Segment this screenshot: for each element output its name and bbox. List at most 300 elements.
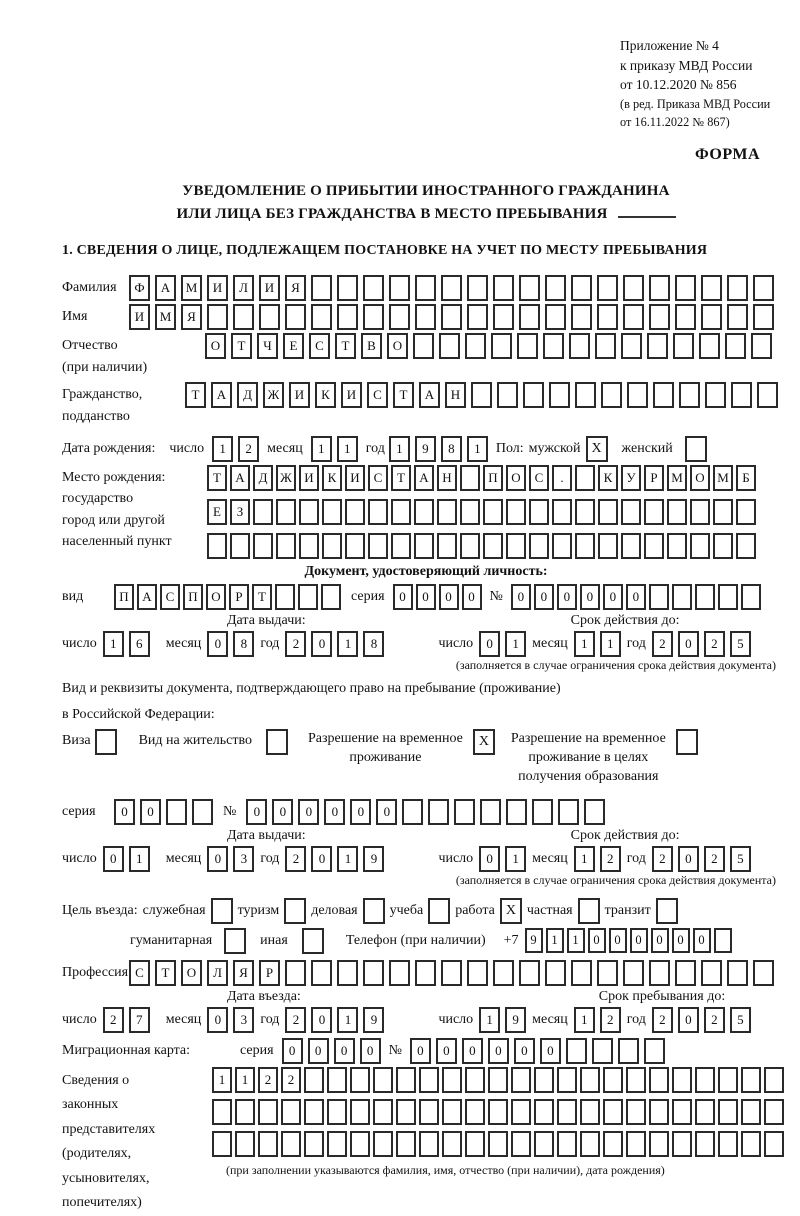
char-cell[interactable]: А (137, 584, 157, 610)
char-cell[interactable]: 1 (600, 631, 621, 657)
char-cell[interactable] (311, 275, 332, 301)
char-cell[interactable]: 6 (129, 631, 150, 657)
char-cell[interactable]: 2 (652, 1007, 673, 1033)
char-cell[interactable]: Т (207, 465, 227, 491)
purpose-private-checkbox[interactable] (578, 898, 600, 924)
char-cell[interactable] (672, 1131, 692, 1157)
char-cell[interactable] (649, 1131, 669, 1157)
char-cell[interactable] (414, 499, 434, 525)
char-cell[interactable] (454, 799, 475, 825)
char-cell[interactable]: 0 (511, 584, 531, 610)
char-cell[interactable] (571, 275, 592, 301)
char-cell[interactable]: И (345, 465, 365, 491)
char-cell[interactable]: 8 (233, 631, 254, 657)
char-cell[interactable] (345, 499, 365, 525)
char-cell[interactable]: 1 (574, 1007, 595, 1033)
char-cell[interactable]: 1 (574, 846, 595, 872)
surname-cells[interactable] (129, 275, 774, 301)
char-cell[interactable] (497, 382, 518, 408)
char-cell[interactable]: 0 (488, 1038, 509, 1064)
char-cell[interactable] (322, 533, 342, 559)
char-cell[interactable]: 0 (678, 1007, 699, 1033)
char-cell[interactable]: 0 (540, 1038, 561, 1064)
char-cell[interactable]: 1 (129, 846, 150, 872)
char-cell[interactable]: 9 (415, 436, 436, 462)
char-cell[interactable] (299, 499, 319, 525)
char-cell[interactable]: О (206, 584, 226, 610)
char-cell[interactable]: 5 (730, 846, 751, 872)
char-cell[interactable] (419, 1067, 439, 1093)
residence-issue-year-cells[interactable] (285, 846, 384, 872)
char-cell[interactable]: Ж (263, 382, 284, 408)
char-cell[interactable] (690, 533, 710, 559)
char-cell[interactable] (235, 1131, 255, 1157)
char-cell[interactable] (673, 333, 694, 359)
char-cell[interactable]: 2 (704, 846, 725, 872)
residence-permit-checkbox[interactable] (266, 729, 288, 755)
char-cell[interactable] (595, 333, 616, 359)
char-cell[interactable] (649, 275, 670, 301)
char-cell[interactable] (207, 304, 228, 330)
char-cell[interactable]: 1 (505, 631, 526, 657)
migration-card-number-cells[interactable] (410, 1038, 665, 1064)
visa-checkbox[interactable] (95, 729, 117, 755)
doc-number-cells[interactable] (511, 584, 761, 610)
char-cell[interactable]: 0 (462, 584, 482, 610)
char-cell[interactable]: 1 (574, 631, 595, 657)
residence-number-cells[interactable] (246, 799, 605, 825)
char-cell[interactable]: 0 (246, 799, 267, 825)
char-cell[interactable]: 0 (479, 631, 500, 657)
char-cell[interactable] (753, 275, 774, 301)
char-cell[interactable]: Е (283, 333, 304, 359)
char-cell[interactable] (389, 960, 410, 986)
char-cell[interactable] (442, 1099, 462, 1125)
char-cell[interactable] (460, 465, 480, 491)
char-cell[interactable]: 2 (285, 1007, 306, 1033)
char-cell[interactable] (311, 304, 332, 330)
char-cell[interactable] (337, 960, 358, 986)
char-cell[interactable]: 0 (207, 846, 228, 872)
char-cell[interactable]: 1 (337, 631, 358, 657)
char-cell[interactable]: С (309, 333, 330, 359)
char-cell[interactable]: Р (259, 960, 280, 986)
char-cell[interactable] (653, 382, 674, 408)
char-cell[interactable]: С (367, 382, 388, 408)
char-cell[interactable]: О (387, 333, 408, 359)
char-cell[interactable]: О (181, 960, 202, 986)
char-cell[interactable] (207, 533, 227, 559)
char-cell[interactable] (373, 1099, 393, 1125)
doc-issue-month-cells[interactable] (207, 631, 254, 657)
char-cell[interactable]: З (230, 499, 250, 525)
char-cell[interactable]: 9 (363, 846, 384, 872)
char-cell[interactable]: 0 (462, 1038, 483, 1064)
char-cell[interactable]: С (129, 960, 150, 986)
char-cell[interactable] (415, 275, 436, 301)
char-cell[interactable] (718, 584, 738, 610)
char-cell[interactable] (549, 382, 570, 408)
char-cell[interactable] (741, 1099, 761, 1125)
char-cell[interactable]: И (341, 382, 362, 408)
name-cells[interactable] (129, 304, 774, 330)
char-cell[interactable]: 0 (360, 1038, 381, 1064)
char-cell[interactable] (621, 533, 641, 559)
doc-valid-year-cells[interactable] (652, 631, 751, 657)
char-cell[interactable] (529, 499, 549, 525)
char-cell[interactable] (258, 1099, 278, 1125)
char-cell[interactable]: 8 (441, 436, 462, 462)
char-cell[interactable] (437, 499, 457, 525)
citizenship-cells[interactable] (185, 382, 778, 408)
char-cell[interactable] (543, 333, 564, 359)
char-cell[interactable]: У (621, 465, 641, 491)
char-cell[interactable] (363, 304, 384, 330)
char-cell[interactable] (212, 1131, 232, 1157)
residence-issue-month-cells[interactable] (207, 846, 254, 872)
purpose-tourism-checkbox[interactable] (284, 898, 306, 924)
char-cell[interactable] (465, 1099, 485, 1125)
doc-issue-day-cells[interactable] (103, 631, 150, 657)
char-cell[interactable] (506, 499, 526, 525)
char-cell[interactable]: 0 (103, 846, 124, 872)
char-cell[interactable] (389, 304, 410, 330)
doc-issue-year-cells[interactable] (285, 631, 384, 657)
entry-day-cells[interactable] (103, 1007, 150, 1033)
char-cell[interactable] (695, 1099, 715, 1125)
reps-cells-row1[interactable] (212, 1067, 784, 1093)
birth-day-cells[interactable] (212, 436, 259, 462)
char-cell[interactable] (718, 1131, 738, 1157)
char-cell[interactable] (701, 275, 722, 301)
char-cell[interactable] (695, 1067, 715, 1093)
char-cell[interactable]: Р (229, 584, 249, 610)
char-cell[interactable] (299, 533, 319, 559)
residence-valid-day-cells[interactable] (479, 846, 526, 872)
char-cell[interactable] (483, 533, 503, 559)
char-cell[interactable]: Т (393, 382, 414, 408)
char-cell[interactable] (597, 275, 618, 301)
char-cell[interactable]: 0 (678, 631, 699, 657)
char-cell[interactable]: Т (231, 333, 252, 359)
char-cell[interactable] (281, 1099, 301, 1125)
char-cell[interactable]: 9 (525, 928, 543, 953)
char-cell[interactable] (753, 960, 774, 986)
char-cell[interactable]: Я (181, 304, 202, 330)
char-cell[interactable]: Д (237, 382, 258, 408)
char-cell[interactable]: А (230, 465, 250, 491)
char-cell[interactable] (467, 275, 488, 301)
char-cell[interactable]: Е (207, 499, 227, 525)
char-cell[interactable] (571, 304, 592, 330)
char-cell[interactable] (396, 1099, 416, 1125)
char-cell[interactable] (597, 304, 618, 330)
residence-issue-day-cells[interactable] (103, 846, 150, 872)
char-cell[interactable]: 0 (308, 1038, 329, 1064)
char-cell[interactable] (621, 499, 641, 525)
char-cell[interactable] (675, 275, 696, 301)
char-cell[interactable] (731, 382, 752, 408)
stay-month-cells[interactable] (574, 1007, 621, 1033)
char-cell[interactable]: 0 (393, 584, 413, 610)
char-cell[interactable]: Р (644, 465, 664, 491)
char-cell[interactable] (467, 304, 488, 330)
char-cell[interactable]: 2 (652, 846, 673, 872)
char-cell[interactable] (276, 499, 296, 525)
purpose-official-checkbox[interactable] (211, 898, 233, 924)
char-cell[interactable]: А (155, 275, 176, 301)
char-cell[interactable] (552, 533, 572, 559)
char-cell[interactable] (534, 1067, 554, 1093)
char-cell[interactable] (465, 1067, 485, 1093)
char-cell[interactable] (557, 1099, 577, 1125)
char-cell[interactable] (337, 275, 358, 301)
char-cell[interactable]: М (155, 304, 176, 330)
char-cell[interactable]: 0 (588, 928, 606, 953)
char-cell[interactable]: 8 (363, 631, 384, 657)
char-cell[interactable] (212, 1099, 232, 1125)
char-cell[interactable]: 0 (436, 1038, 457, 1064)
char-cell[interactable] (368, 499, 388, 525)
char-cell[interactable]: 3 (233, 1007, 254, 1033)
char-cell[interactable]: 2 (285, 846, 306, 872)
char-cell[interactable] (727, 304, 748, 330)
birth-month-cells[interactable] (311, 436, 358, 462)
char-cell[interactable]: 5 (730, 1007, 751, 1033)
char-cell[interactable] (741, 1067, 761, 1093)
char-cell[interactable]: Л (233, 275, 254, 301)
char-cell[interactable] (532, 799, 553, 825)
char-cell[interactable] (322, 499, 342, 525)
char-cell[interactable]: М (181, 275, 202, 301)
char-cell[interactable]: 1 (337, 846, 358, 872)
char-cell[interactable]: Ч (257, 333, 278, 359)
char-cell[interactable] (414, 533, 434, 559)
char-cell[interactable] (419, 1131, 439, 1157)
char-cell[interactable] (327, 1131, 347, 1157)
char-cell[interactable] (363, 275, 384, 301)
char-cell[interactable] (718, 1067, 738, 1093)
purpose-transit-checkbox[interactable] (656, 898, 678, 924)
char-cell[interactable] (575, 382, 596, 408)
char-cell[interactable]: 2 (103, 1007, 124, 1033)
char-cell[interactable] (649, 304, 670, 330)
char-cell[interactable] (603, 1067, 623, 1093)
char-cell[interactable]: О (690, 465, 710, 491)
char-cell[interactable]: М (667, 465, 687, 491)
reps-cells-row3[interactable] (212, 1131, 784, 1157)
char-cell[interactable] (311, 960, 332, 986)
char-cell[interactable] (488, 1067, 508, 1093)
char-cell[interactable]: 0 (350, 799, 371, 825)
char-cell[interactable] (415, 960, 436, 986)
char-cell[interactable]: 0 (557, 584, 577, 610)
char-cell[interactable] (649, 1099, 669, 1125)
char-cell[interactable]: Т (185, 382, 206, 408)
doc-valid-day-cells[interactable] (479, 631, 526, 657)
char-cell[interactable]: 0 (282, 1038, 303, 1064)
char-cell[interactable]: С (160, 584, 180, 610)
char-cell[interactable]: 0 (298, 799, 319, 825)
char-cell[interactable] (569, 333, 590, 359)
entry-month-cells[interactable] (207, 1007, 254, 1033)
char-cell[interactable]: 0 (678, 846, 699, 872)
char-cell[interactable] (597, 960, 618, 986)
char-cell[interactable]: 0 (534, 584, 554, 610)
doc-kind-cells[interactable] (114, 584, 341, 610)
char-cell[interactable] (480, 799, 501, 825)
char-cell[interactable]: 2 (704, 631, 725, 657)
char-cell[interactable] (413, 333, 434, 359)
char-cell[interactable]: 7 (129, 1007, 150, 1033)
char-cell[interactable]: М (713, 465, 733, 491)
char-cell[interactable]: Л (207, 960, 228, 986)
char-cell[interactable]: П (183, 584, 203, 610)
char-cell[interactable]: 3 (233, 846, 254, 872)
char-cell[interactable] (736, 533, 756, 559)
char-cell[interactable]: Н (437, 465, 457, 491)
char-cell[interactable]: В (361, 333, 382, 359)
char-cell[interactable] (363, 960, 384, 986)
char-cell[interactable] (519, 304, 540, 330)
char-cell[interactable] (753, 304, 774, 330)
char-cell[interactable] (442, 1131, 462, 1157)
char-cell[interactable] (644, 499, 664, 525)
char-cell[interactable]: 2 (281, 1067, 301, 1093)
char-cell[interactable]: . (552, 465, 572, 491)
char-cell[interactable]: 0 (626, 584, 646, 610)
char-cell[interactable] (493, 275, 514, 301)
char-cell[interactable] (235, 1099, 255, 1125)
migration-card-series-cells[interactable] (282, 1038, 381, 1064)
char-cell[interactable] (442, 1067, 462, 1093)
char-cell[interactable]: И (129, 304, 150, 330)
char-cell[interactable] (623, 275, 644, 301)
char-cell[interactable]: И (299, 465, 319, 491)
char-cell[interactable] (396, 1131, 416, 1157)
char-cell[interactable] (391, 533, 411, 559)
char-cell[interactable]: 0 (140, 799, 161, 825)
char-cell[interactable] (695, 584, 715, 610)
char-cell[interactable] (428, 799, 449, 825)
char-cell[interactable] (672, 1099, 692, 1125)
char-cell[interactable] (566, 1038, 587, 1064)
char-cell[interactable] (649, 960, 670, 986)
char-cell[interactable] (493, 960, 514, 986)
char-cell[interactable] (350, 1099, 370, 1125)
char-cell[interactable]: 9 (505, 1007, 526, 1033)
char-cell[interactable] (545, 960, 566, 986)
birth-place-cells-row3[interactable] (207, 533, 756, 559)
char-cell[interactable] (649, 1067, 669, 1093)
char-cell[interactable]: 2 (600, 846, 621, 872)
char-cell[interactable] (713, 533, 733, 559)
char-cell[interactable] (552, 499, 572, 525)
char-cell[interactable] (519, 275, 540, 301)
char-cell[interactable]: С (529, 465, 549, 491)
char-cell[interactable] (304, 1131, 324, 1157)
char-cell[interactable] (679, 382, 700, 408)
birth-place-cells-row1[interactable] (207, 465, 756, 491)
char-cell[interactable] (467, 960, 488, 986)
char-cell[interactable] (511, 1099, 531, 1125)
char-cell[interactable] (233, 304, 254, 330)
char-cell[interactable] (672, 1067, 692, 1093)
purpose-humanitarian-checkbox[interactable] (224, 928, 246, 954)
char-cell[interactable] (488, 1099, 508, 1125)
char-cell[interactable] (695, 1131, 715, 1157)
char-cell[interactable] (192, 799, 213, 825)
char-cell[interactable] (701, 304, 722, 330)
char-cell[interactable] (253, 533, 273, 559)
char-cell[interactable]: 1 (479, 1007, 500, 1033)
char-cell[interactable] (391, 499, 411, 525)
residence-valid-month-cells[interactable] (574, 846, 621, 872)
char-cell[interactable] (396, 1067, 416, 1093)
char-cell[interactable]: Ф (129, 275, 150, 301)
char-cell[interactable] (571, 960, 592, 986)
char-cell[interactable] (545, 304, 566, 330)
entry-year-cells[interactable] (285, 1007, 384, 1033)
char-cell[interactable] (675, 960, 696, 986)
char-cell[interactable] (741, 584, 761, 610)
char-cell[interactable]: 0 (207, 631, 228, 657)
char-cell[interactable]: И (259, 275, 280, 301)
char-cell[interactable] (764, 1099, 784, 1125)
char-cell[interactable] (667, 533, 687, 559)
sex-female-checkbox[interactable] (685, 436, 707, 462)
char-cell[interactable] (644, 1038, 665, 1064)
char-cell[interactable]: 0 (693, 928, 711, 953)
char-cell[interactable]: П (483, 465, 503, 491)
char-cell[interactable] (298, 584, 318, 610)
stay-year-cells[interactable] (652, 1007, 751, 1033)
char-cell[interactable] (699, 333, 720, 359)
char-cell[interactable] (460, 499, 480, 525)
char-cell[interactable]: 0 (324, 799, 345, 825)
char-cell[interactable] (304, 1067, 324, 1093)
char-cell[interactable] (675, 304, 696, 330)
char-cell[interactable]: 1 (311, 436, 332, 462)
char-cell[interactable]: А (414, 465, 434, 491)
char-cell[interactable]: 0 (479, 846, 500, 872)
sex-male-checkbox[interactable]: X (586, 436, 608, 462)
reps-cells-row2[interactable] (212, 1099, 784, 1125)
char-cell[interactable]: К (315, 382, 336, 408)
char-cell[interactable] (517, 333, 538, 359)
char-cell[interactable] (511, 1067, 531, 1093)
char-cell[interactable] (601, 382, 622, 408)
char-cell[interactable]: 0 (114, 799, 135, 825)
phone-cells[interactable] (525, 928, 732, 953)
char-cell[interactable] (415, 304, 436, 330)
char-cell[interactable]: 0 (416, 584, 436, 610)
char-cell[interactable]: Я (285, 275, 306, 301)
char-cell[interactable] (488, 1131, 508, 1157)
char-cell[interactable] (258, 1131, 278, 1157)
char-cell[interactable] (727, 275, 748, 301)
temp-residence-checkbox[interactable]: X (473, 729, 495, 755)
char-cell[interactable]: Ж (276, 465, 296, 491)
char-cell[interactable] (471, 382, 492, 408)
char-cell[interactable] (506, 799, 527, 825)
char-cell[interactable]: 0 (651, 928, 669, 953)
char-cell[interactable] (327, 1067, 347, 1093)
char-cell[interactable] (166, 799, 187, 825)
char-cell[interactable] (623, 304, 644, 330)
char-cell[interactable]: И (289, 382, 310, 408)
char-cell[interactable] (275, 584, 295, 610)
